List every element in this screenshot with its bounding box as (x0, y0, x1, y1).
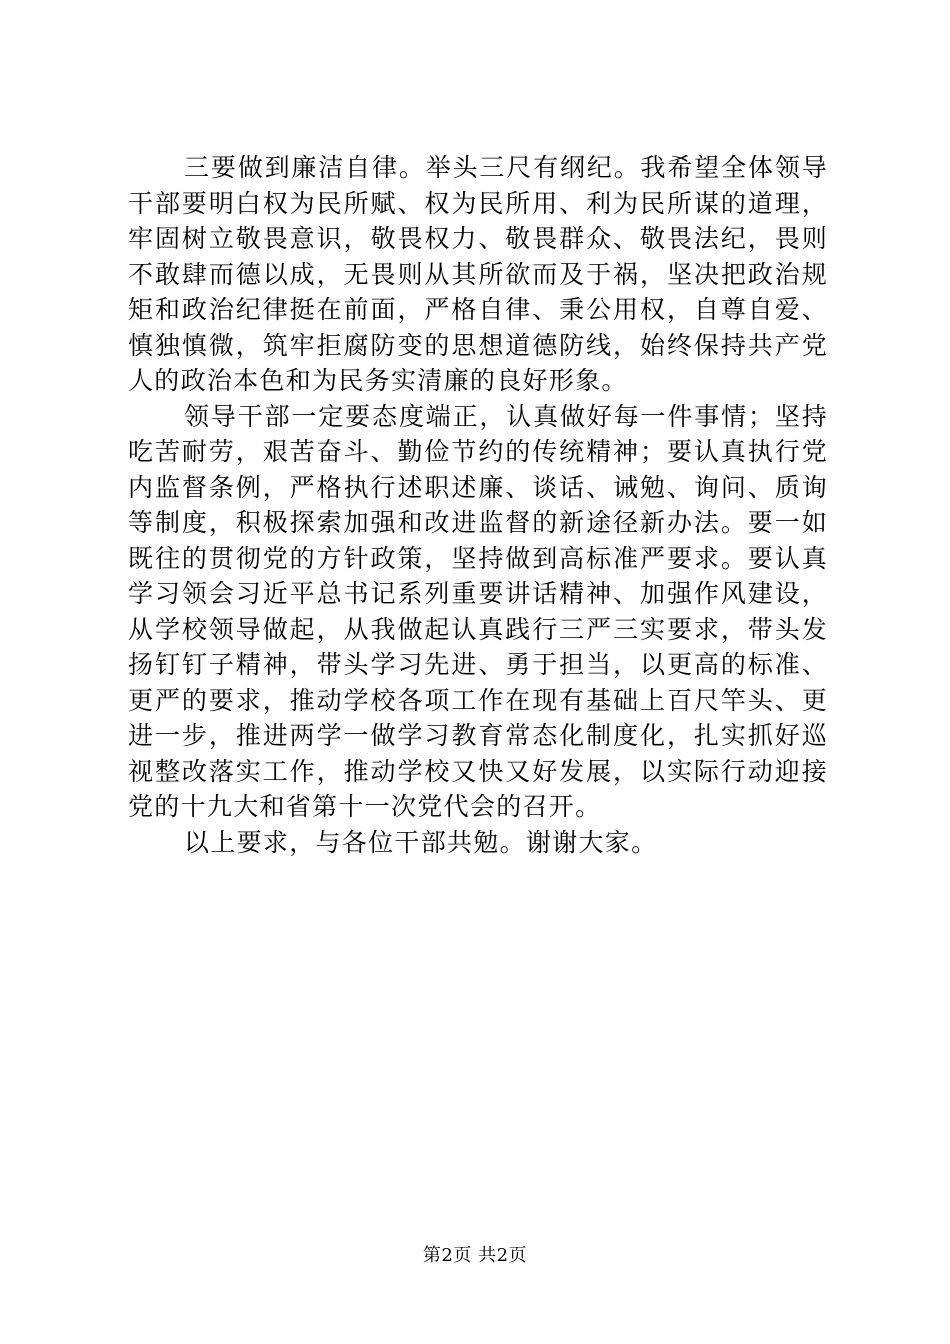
paragraph-closing: 以上要求，与各位干部共勉。谢谢大家。 (184, 827, 658, 857)
paragraph-integrity: 三要做到廉洁自律。举头三尺有纲纪。我希望全体领导干部要明白权为民所赋、权为民所用、利为民所谋的道理，牢固树立敬畏意识，敬畏权力、敬畏群众、敬畏法纪，畏则不敢肆而德以成，无畏则从其所欲而及于祸，坚决把政治规矩和政治纪律挺在前面，严格自律、秉公用权，自尊自爱、慎独慎微，筑牢拒腐防变的思想道德防线，始终保持共产党人的政治本色和为民务实清廉的良好形象。 (128, 153, 828, 395)
page-number-footer: 第2页 共2页 (422, 1245, 528, 1266)
document-body (128, 150, 828, 860)
paragraph-cadre-requirements: 领导干部一定要态度端正，认真做好每一件事情；坚持吃苦耐劳，艰苦奋斗、勤俭节约的传统精神；要认真执行党内监督条例，严格执行述职述廉、谈话、诫勉、询问、质询等制度，积极探索加强和改进监督的新途径新办法。要一如既往的贯彻党的方针政策，坚持做到高标准严要求。要认真学习领会习近平总书记系列重要讲话精神、加强作风建设，从学校领导做起，从我做起认真践行三严三实要求，带头发扬钉钉子精神，带头学习先进、勇于担当，以更高的标准、更严的要求，推动学校各项工作在现有基础上百尺竿头、更进一步，推进两学一做学习教育常态化制度化，扎实抓好巡视整改落实工作，推动学校又快又好发展，以实际行动迎接党的十九大和省第十一次党代会的召开。 (128, 401, 828, 821)
